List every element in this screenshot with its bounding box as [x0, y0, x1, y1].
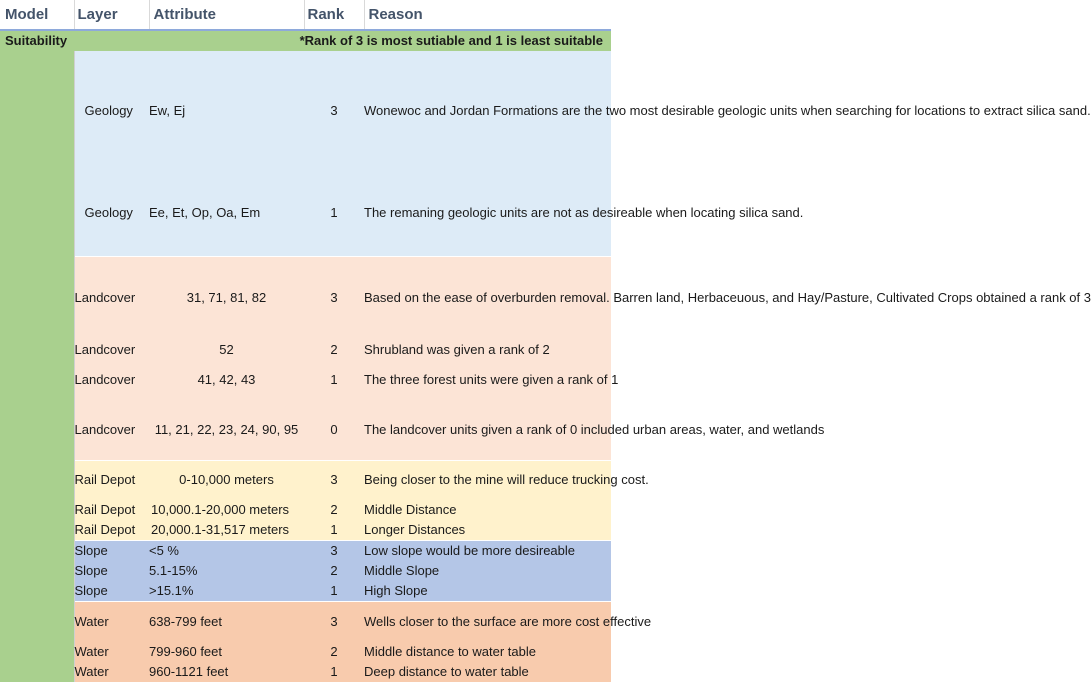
- rank-cell[interactable]: 0: [304, 400, 364, 460]
- rank-cell[interactable]: 3: [304, 602, 364, 642]
- suitability-row: [0, 30, 611, 51]
- reason-cell[interactable]: Shrubland was given a rank of 2: [364, 340, 611, 360]
- table-row: [0, 642, 611, 662]
- layer-cell[interactable]: Water: [74, 642, 149, 662]
- table-row: [0, 662, 611, 682]
- attribute-cell[interactable]: 11, 21, 22, 23, 24, 90, 95: [149, 400, 304, 460]
- layer-cell[interactable]: Landcover: [74, 340, 149, 360]
- table-row: [0, 561, 611, 581]
- attribute-cell[interactable]: 960-1121 feet: [149, 662, 304, 682]
- reason-cell[interactable]: The three forest units were given a rank of 1: [364, 360, 611, 400]
- rank-cell[interactable]: 2: [304, 500, 364, 520]
- layer-cell[interactable]: Geology: [74, 171, 149, 256]
- attribute-cell[interactable]: 0-10,000 meters: [149, 460, 304, 500]
- rank-cell[interactable]: 3: [304, 460, 364, 500]
- table-row: [0, 171, 611, 256]
- rank-note-cell[interactable]: *Rank of 3 is most sutiable and 1 is least suitable: [74, 30, 611, 51]
- header-layer[interactable]: Layer: [74, 0, 149, 30]
- rank-cell[interactable]: 1: [304, 581, 364, 602]
- attribute-cell[interactable]: 41, 42, 43: [149, 360, 304, 400]
- layer-cell[interactable]: Landcover: [74, 256, 149, 340]
- reason-cell[interactable]: The landcover units given a rank of 0 included urban areas, water, and wetlands: [364, 400, 611, 460]
- rank-cell[interactable]: 3: [304, 541, 364, 562]
- attribute-cell[interactable]: 52: [149, 340, 304, 360]
- table-row: [0, 51, 611, 171]
- attribute-cell[interactable]: 10,000.1-20,000 meters: [149, 500, 304, 520]
- model-column-fill: [0, 51, 74, 682]
- attribute-cell[interactable]: Ew, Ej: [149, 51, 304, 171]
- table-row: [0, 581, 611, 602]
- reason-cell[interactable]: Low slope would be more desireable: [364, 541, 611, 562]
- attribute-cell[interactable]: <5 %: [149, 541, 304, 562]
- attribute-cell[interactable]: Ee, Et, Op, Oa, Em: [149, 171, 304, 256]
- rank-cell[interactable]: 1: [304, 171, 364, 256]
- table-row: [0, 400, 611, 460]
- layer-cell[interactable]: Rail Depot: [74, 520, 149, 541]
- reason-cell[interactable]: Deep distance to water table: [364, 662, 611, 682]
- attribute-cell[interactable]: 5.1-15%: [149, 561, 304, 581]
- reason-cell[interactable]: Being closer to the mine will reduce trucking cost.: [364, 460, 611, 500]
- attribute-cell[interactable]: 20,000.1-31,517 meters: [149, 520, 304, 541]
- table-row: [0, 360, 611, 400]
- reason-cell[interactable]: Middle distance to water table: [364, 642, 611, 662]
- layer-cell[interactable]: Water: [74, 662, 149, 682]
- layer-cell[interactable]: Geology: [74, 51, 149, 171]
- attribute-cell[interactable]: 799-960 feet: [149, 642, 304, 662]
- header-model[interactable]: Model: [0, 0, 74, 30]
- rank-cell[interactable]: 3: [304, 256, 364, 340]
- rank-cell[interactable]: 1: [304, 520, 364, 541]
- table-row: [0, 460, 611, 500]
- layer-cell[interactable]: Slope: [74, 581, 149, 602]
- header-attribute[interactable]: Attribute: [149, 0, 304, 30]
- layer-cell[interactable]: Slope: [74, 541, 149, 562]
- table-row: [0, 256, 611, 340]
- header-rank[interactable]: Rank: [304, 0, 364, 30]
- reason-cell[interactable]: Based on the ease of overburden removal. Barren land, Herbaceuous, and Hay/Pasture, Cultivated Crops obtained a rank of 3: [364, 256, 611, 340]
- layer-cell[interactable]: Landcover: [74, 360, 149, 400]
- reason-cell[interactable]: Middle Distance: [364, 500, 611, 520]
- model-suitability-cell[interactable]: Suitability: [0, 30, 74, 51]
- rank-cell[interactable]: 2: [304, 561, 364, 581]
- attribute-cell[interactable]: 638-799 feet: [149, 602, 304, 642]
- rank-cell[interactable]: 3: [304, 51, 364, 171]
- reason-cell[interactable]: Wonewoc and Jordan Formations are the two most desirable geologic units when searching for locations to extract silica sand.: [364, 51, 611, 171]
- rank-cell[interactable]: 2: [304, 642, 364, 662]
- table-row: [0, 541, 611, 562]
- rank-cell[interactable]: 2: [304, 340, 364, 360]
- reason-cell[interactable]: Middle Slope: [364, 561, 611, 581]
- rank-cell[interactable]: 1: [304, 360, 364, 400]
- rank-cell[interactable]: 1: [304, 662, 364, 682]
- layer-cell[interactable]: Landcover: [74, 400, 149, 460]
- reason-cell[interactable]: Wells closer to the surface are more cost effective: [364, 602, 611, 642]
- layer-cell[interactable]: Slope: [74, 561, 149, 581]
- reason-cell[interactable]: High Slope: [364, 581, 611, 602]
- table-row: [0, 520, 611, 541]
- attribute-cell[interactable]: >15.1%: [149, 581, 304, 602]
- header-reason[interactable]: Reason: [364, 0, 611, 30]
- table-row: [0, 340, 611, 360]
- reason-cell[interactable]: Longer Distances: [364, 520, 611, 541]
- layer-cell[interactable]: Water: [74, 602, 149, 642]
- attribute-cell[interactable]: 31, 71, 81, 82: [149, 256, 304, 340]
- table-row: [0, 602, 611, 642]
- header-row: [0, 0, 611, 30]
- layer-cell[interactable]: Rail Depot: [74, 500, 149, 520]
- table-row: [0, 500, 611, 520]
- layer-cell[interactable]: Rail Depot: [74, 460, 149, 500]
- reason-cell[interactable]: The remaning geologic units are not as desireable when locating silica sand.: [364, 171, 611, 256]
